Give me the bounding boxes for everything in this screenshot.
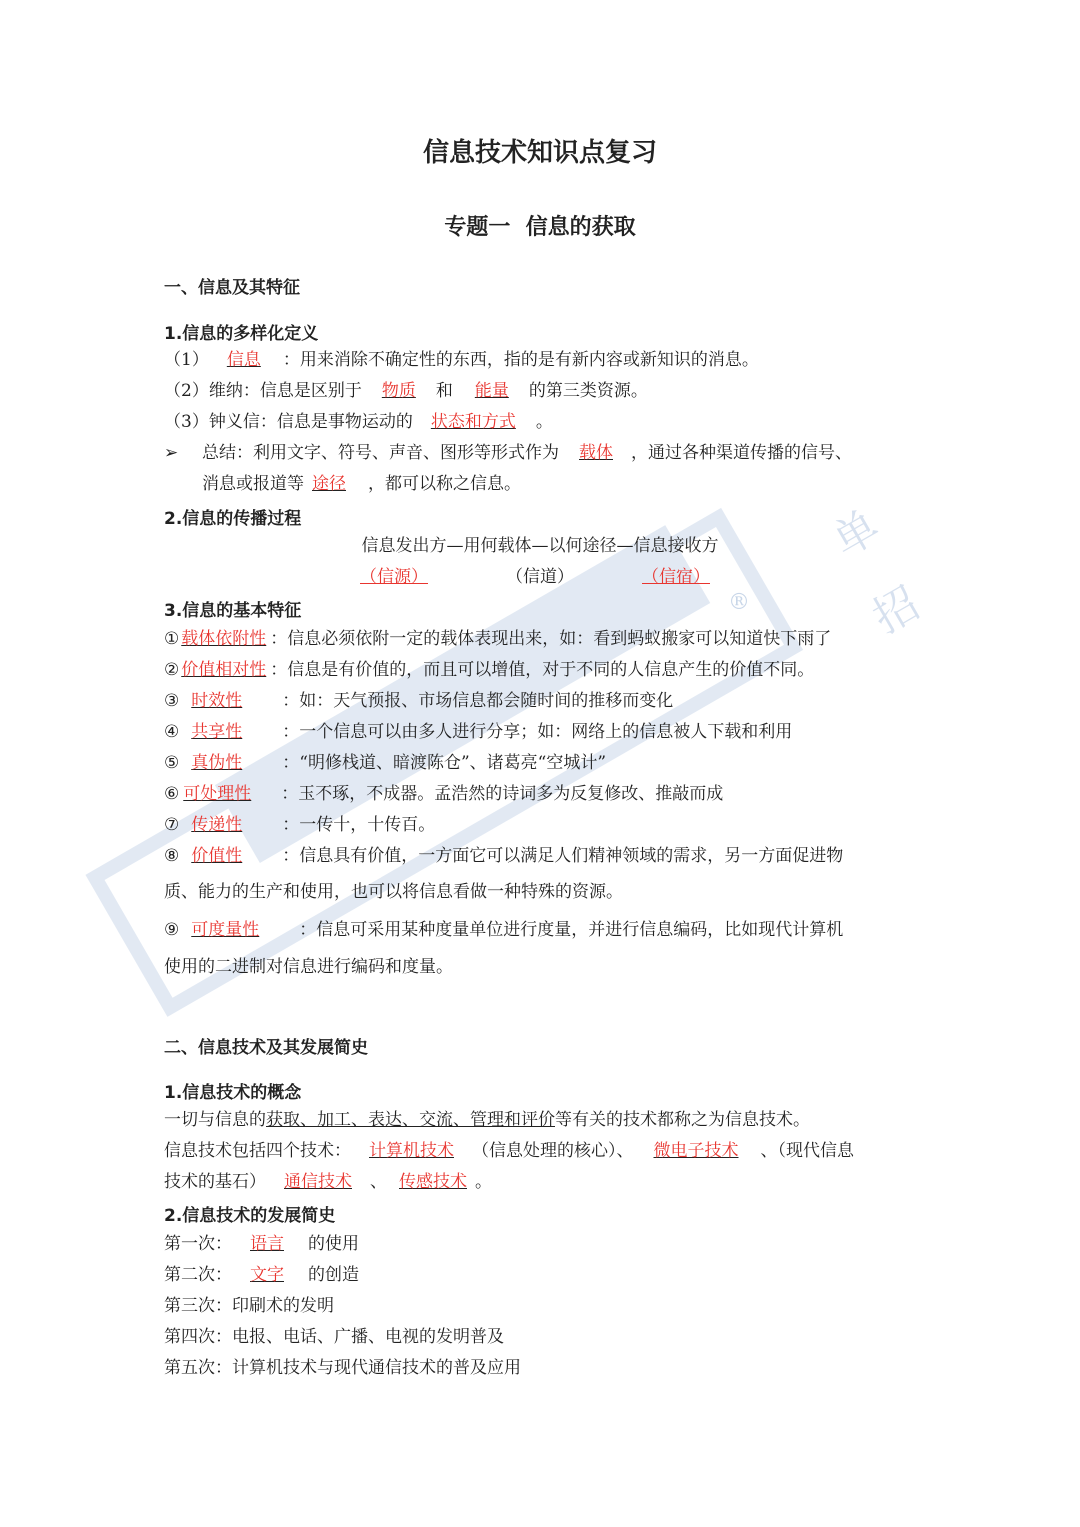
feature-item-8: ⑧ 价值性 ：信息具有价值，一方面它可以满足人们精神领域的需求，另一方面促进物	[164, 846, 844, 866]
summary-line-1: 总结：利用文字、符号、声音、图形等形式作为 载体 ，通过各种渠道传播的信号、	[202, 443, 852, 463]
answer-blank: 能量	[474, 381, 509, 401]
feature-item-6: ⑥ 可处理性 ：玉不琢，不成器。孟浩然的诗词多为反复修改、推敲而成	[164, 784, 724, 804]
history-row-5: 第五次：计算机技术与现代通信技术的普及应用	[164, 1358, 521, 1378]
concept-line-3: 技术的基石） 通信技术 、 传感技术 。	[164, 1172, 492, 1192]
feature-item-7: ⑦ 传递性 ：一传十，十传百。	[164, 815, 436, 835]
subsection-heading-2-2: 2.信息技术的发展简史	[164, 1206, 336, 1226]
feature-item-3: ③ 时效性 ：如：天气预报、市场信息都会随时间的推移而变化	[164, 691, 674, 711]
answer-blank: 载体	[579, 443, 613, 463]
answer-blank: 可度量性	[191, 920, 260, 940]
feature-item-4: ④ 共享性 ：一个信息可以由多人进行分享；如：网络上的信息被人下载和利用	[164, 722, 793, 742]
feature-item-2: ② 价值相对性 ：信息是有价值的，而且可以增值，对于不同的人信息产生的价值不同。	[164, 660, 815, 680]
section-heading-2: 二、信息技术及其发展简史	[164, 1038, 368, 1058]
concept-line-2: 信息技术包括四个技术： 计算机技术 （信息处理的核心）、 微电子技术 、（现代信息	[164, 1141, 854, 1161]
subsection-heading-1-1: 1.信息的多样化定义	[164, 324, 319, 344]
answer-blank: 状态和方式	[430, 412, 516, 432]
answer-blank: 计算机技术	[369, 1141, 454, 1161]
subsection-heading-1-3: 3.信息的基本特征	[164, 601, 302, 621]
flow-label-receiver: （信宿）	[642, 567, 710, 587]
watermark-reg-mark: ®	[728, 590, 750, 615]
answer-blank: 通信技术	[284, 1172, 352, 1192]
history-row-1: 第一次： 语言 的使用	[164, 1234, 359, 1254]
flow-line: 信息发出方—用何载体—以何途径—信息接收方	[361, 536, 719, 556]
answer-blank: 信息	[226, 350, 261, 370]
answer-blank: 载体依附性	[181, 629, 267, 649]
feature-item-9-cont: 使用的二进制对信息进行编码和度量。	[164, 957, 453, 977]
watermark-side-char-2: 招	[864, 577, 929, 644]
history-row-4: 第四次：电报、电话、广播、电视的发明普及	[164, 1327, 504, 1347]
answer-blank: 价值性	[191, 846, 243, 866]
history-row-3: 第三次：印刷术的发明	[164, 1296, 334, 1316]
summary-line-2: 消息或报道等 途径 ，都可以称之信息。	[202, 474, 521, 494]
page-subtitle: 专题一 信息的获取	[444, 215, 636, 240]
answer-blank: 途径	[312, 474, 346, 494]
subsection-heading-1-2: 2.信息的传播过程	[164, 509, 302, 529]
summary-bullet: ➢	[164, 443, 179, 463]
answer-blank: 传感技术	[399, 1172, 467, 1192]
definition-line-2: （2）维纳：信息是区别于 物质 和 能量 的第三类资源。	[164, 381, 648, 401]
flow-label-channel: （信道）	[506, 567, 574, 587]
answer-blank: 共享性	[191, 722, 243, 742]
feature-item-8-cont: 质、能力的生产和使用，也可以将信息看做一种特殊的资源。	[164, 882, 623, 902]
feature-item-5: ⑤ 真伪性 ：“明修栈道、暗渡陈仓”、诸葛亮“空城计”	[164, 753, 607, 773]
answer-blank: 价值相对性	[181, 660, 267, 680]
definition-line-3: （3）钟义信：信息是事物运动的 状态和方式 。	[164, 412, 553, 432]
section-heading-1: 一、信息及其特征	[164, 278, 300, 298]
concept-line-1: 一切与信息的获取、加工、表达、交流、管理和评价等有关的技术都称之为信息技术。	[164, 1110, 810, 1130]
feature-item-1: ① 载体依附性 ：信息必须依附一定的载体表现出来，如：看到蚂蚁搬家可以知道快下雨了	[164, 629, 832, 649]
answer-blank: 真伪性	[191, 753, 243, 773]
history-row-2: 第二次： 文字 的创造	[164, 1265, 359, 1285]
subsection-heading-2-1: 1.信息技术的概念	[164, 1083, 302, 1103]
feature-item-9: ⑨ 可度量性 ：信息可采用某种度量单位进行度量，并进行信息编码，比如现代计算机	[164, 920, 844, 940]
definition-line-1: （1） 信息 ：用来消除不确定性的东西，指的是有新内容或新知识的消息。	[164, 350, 759, 370]
answer-blank: 微电子技术	[653, 1141, 739, 1161]
answer-blank: 物质	[381, 381, 416, 401]
watermark-side-char-1: 单	[824, 500, 889, 567]
page-title: 信息技术知识点复习	[422, 138, 657, 168]
flow-label-source: （信源）	[360, 567, 428, 587]
answer-blank: 传递性	[191, 815, 243, 835]
answer-blank: 可处理性	[183, 784, 252, 804]
underlined-phrase: 获取、加工、表达、交流、管理和评价	[266, 1110, 555, 1130]
answer-blank: 语言	[250, 1234, 284, 1254]
answer-blank: 文字	[250, 1265, 284, 1285]
answer-blank: 时效性	[191, 691, 243, 711]
